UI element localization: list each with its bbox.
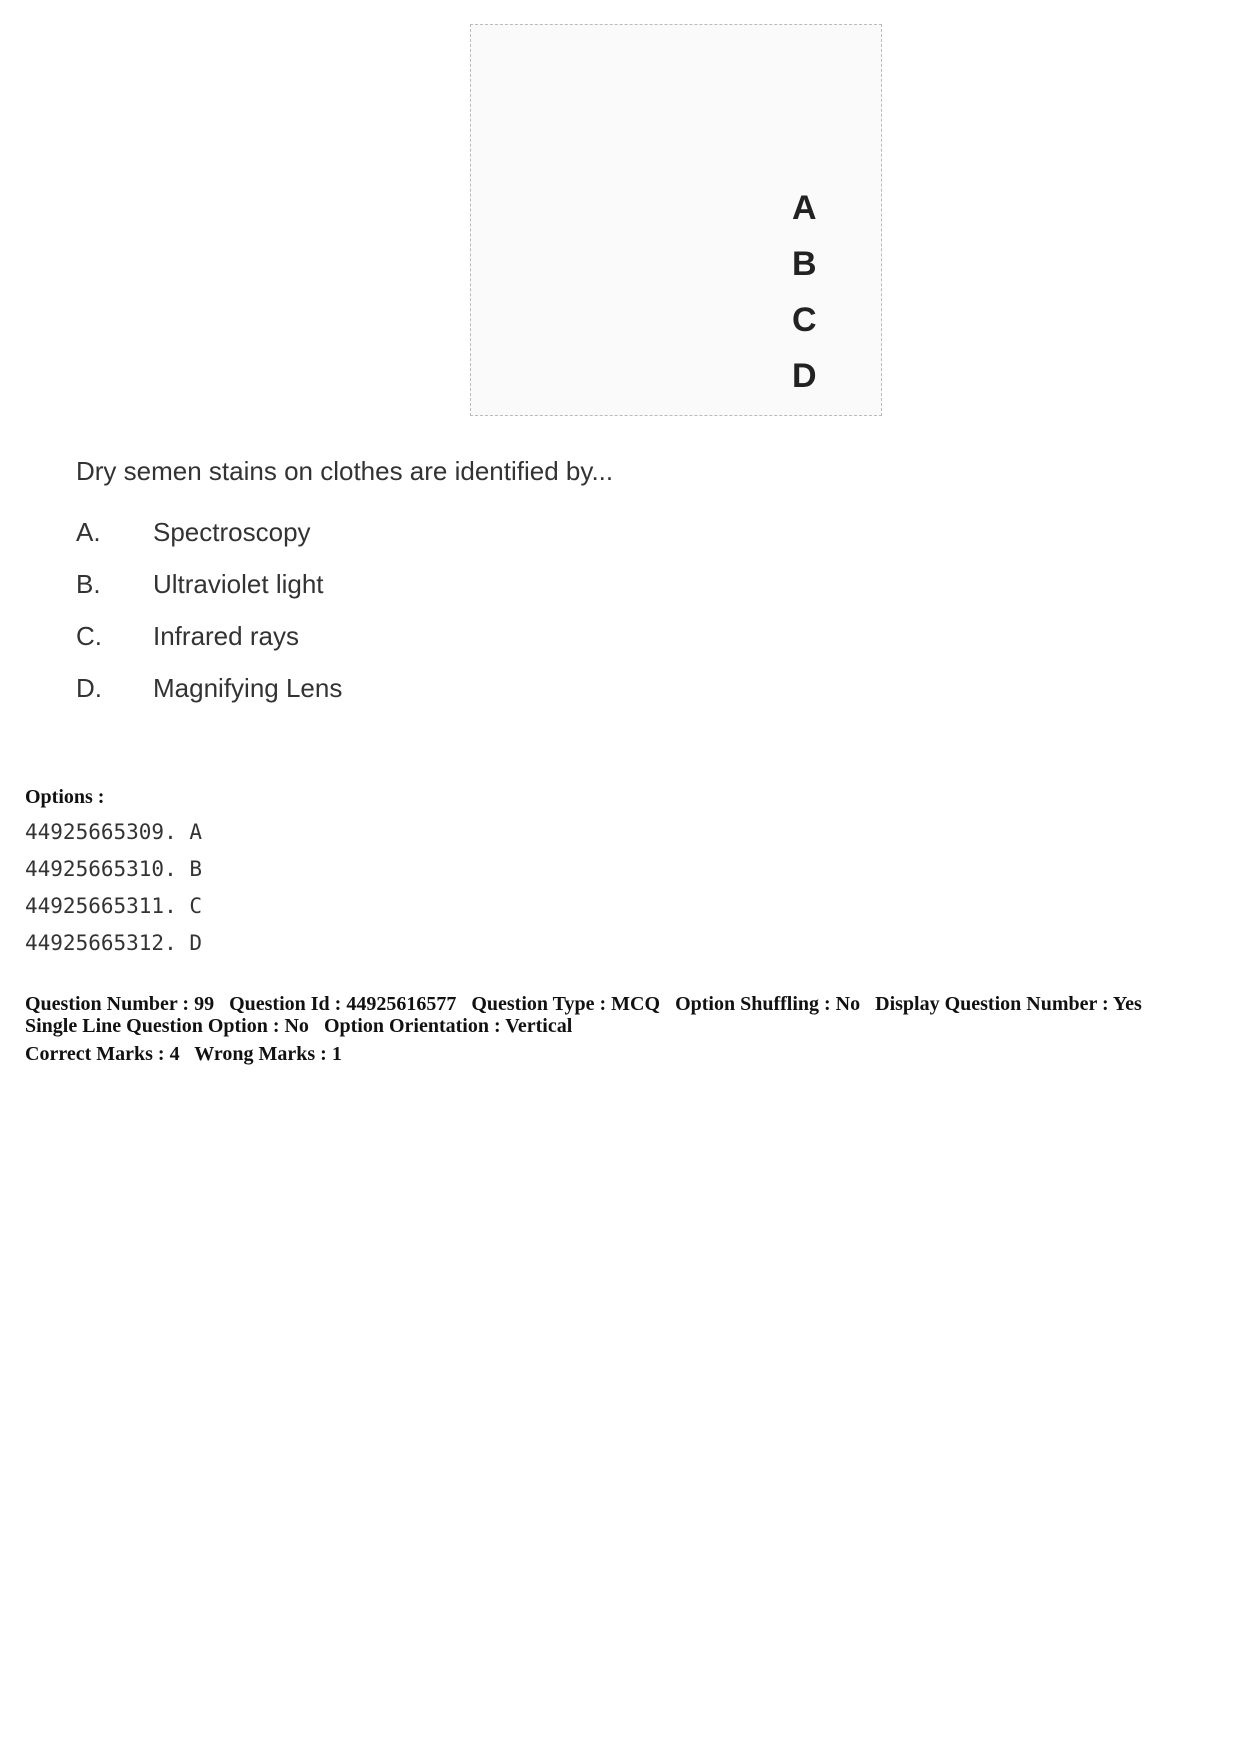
meta-line-2	[25, 1015, 1225, 1037]
question-meta	[25, 993, 1225, 1065]
english-option-b	[76, 558, 342, 610]
question-type: Question Type : MCQ	[471, 993, 661, 1015]
english-option-a	[76, 506, 342, 558]
single-line-question-option: Single Line Question Option : No	[25, 1015, 309, 1037]
meta-line-3	[25, 1043, 1225, 1065]
option-letter: C.	[76, 620, 102, 651]
question-number: Question Number : 99	[25, 993, 215, 1015]
option-letter: A.	[76, 516, 101, 547]
option-id-d: 44925665312. D	[25, 931, 203, 955]
option-id-list	[25, 814, 202, 962]
option-id-a: 44925665309. A	[25, 820, 203, 844]
option-letter: B.	[76, 568, 101, 599]
option-shuffling: Option Shuffling : No	[675, 993, 861, 1015]
options-label: Options :	[25, 786, 105, 808]
urdu-option-letter-d: D	[792, 357, 817, 395]
meta-line-1	[25, 993, 1225, 1015]
option-text: Ultraviolet light	[153, 568, 324, 599]
option-text: Infrared rays	[153, 620, 299, 651]
display-question-number: Display Question Number : Yes	[875, 993, 1142, 1015]
english-option-list	[76, 506, 342, 714]
option-id-b: 44925665310. B	[25, 857, 203, 881]
english-question-stem: Dry semen stains on clothes are identified by...	[76, 456, 614, 486]
english-option-c	[76, 610, 342, 662]
english-option-d	[76, 662, 342, 714]
option-text: Spectroscopy	[153, 516, 311, 547]
option-text: Magnifying Lens	[153, 672, 343, 703]
urdu-option-letters	[792, 180, 817, 404]
option-orientation: Option Orientation : Vertical	[323, 1015, 573, 1037]
urdu-option-letter-c: C	[792, 301, 817, 339]
urdu-option-letter-b: B	[792, 245, 817, 283]
correct-marks: Correct Marks : 4	[25, 1043, 180, 1065]
option-id-c: 44925665311. C	[25, 894, 203, 918]
wrong-marks: Wrong Marks : 1	[194, 1043, 342, 1065]
option-letter: D.	[76, 672, 102, 703]
urdu-question-image	[470, 24, 882, 416]
question-id: Question Id : 44925616577	[229, 993, 457, 1015]
urdu-option-letter-a: A	[792, 189, 817, 227]
